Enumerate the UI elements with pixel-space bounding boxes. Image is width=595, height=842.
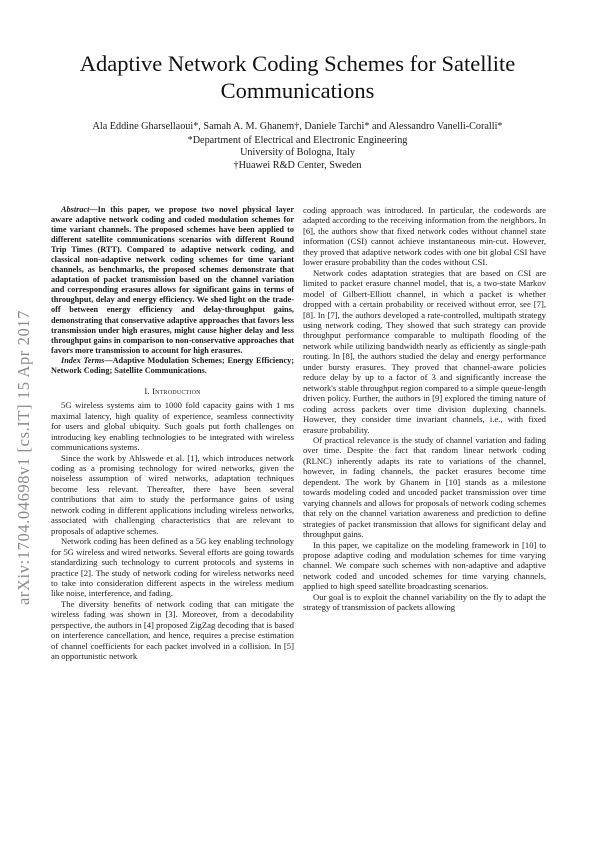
paragraph: Our goal is to exploit the channel variability on the fly to adapt the strategy of transmission of packets allowing <box>303 591 546 613</box>
paragraph: Of practical relevance is the study of channel variation and fading over time. Despite the fact that random linear network coding (RLNC) inherently adapts its rate to variations of the channel, however, in fading channels, the packet erasures become time dependent. The work by Ghanem in [10] stands as a milestone towards modeling coded and uncoded packet transmission over time varying channels and allows for proposals of network coding schemes that rely on the channel variation awareness and prediction to define strategies of packet transmission that allows for significant delay and throughput gains. <box>303 434 546 540</box>
arxiv-stamp <box>14 215 33 605</box>
author-block <box>60 121 535 172</box>
abstract-label: Abstract <box>61 205 90 214</box>
abstract <box>51 205 294 356</box>
title-line-1: Adaptive Network Coding Schemes for Satellite <box>79 51 516 76</box>
arxiv-stamp-text: arXiv:1704.04698v1 [cs.IT] 15 Apr 2017 <box>14 309 33 605</box>
paper-title <box>60 50 535 104</box>
paragraph: coding approach was introduced. In particular, the codewords are adapted according to the receiving information from the neighbors. In [6], the authors show that fixed network codes without channel state information (CSI) cannot achieve instantaneous min-cut. However, they proved that adaptive network codes with one bit global CSI have lower erasure probability than the codes without CSI. <box>303 205 546 268</box>
index-terms-text: —Adaptive Modulation Schemes; Energy Efficiency; Network Coding; Satellite Communications. <box>51 355 294 375</box>
section-heading <box>51 386 294 396</box>
index-terms <box>51 356 294 376</box>
affiliation-2: University of Bologna, Italy <box>240 147 355 158</box>
title-line-2: Communications <box>220 78 375 103</box>
paragraph: Network coding has been defined as a 5G key enabling technology for 5G wireless and wired networks. Several efforts are going towards standardizing such technology to current protocols and systems in practice [2]. The study of network coding for wireless networks need to take into consideration different aspects in the wireless medium like noise, interference, and fading. <box>51 536 294 599</box>
abstract-text: —In this paper, we propose two novel physical layer aware adaptive network coding and coded modulation schemes for time variant channels. The proposed schemes have been applied to different satellite communications scenarios with different Round Trip Times (RTT). Compared to adaptive network coding, and classical non-adaptive network coding schemes for time variant channels, as benchmarks, the proposed schemes demonstrate that adaptation of packet transmission based on the channel variation and corresponding erasures allows for significant gains in terms of throughput, delay and energy efficiency. We shed light on the trade-off between energy efficiency and delay-throughput gains, demonstrating that conservative adaptive approaches that favors less transmission under high erasures, might cause higher delay and less throughput gains in comparison to non-conservative approaches that favors more transmission to account for high erasures. <box>51 205 294 355</box>
author-names: Ala Eddine Gharsellaoui*, Samah A. M. Ghanem†, Daniele Tarchi* and Alessandro Vanelli-Coralli* <box>92 121 503 132</box>
paragraph: Network codes adaptation strategies that are based on CSI are limited to packet erasure channel model, that is, a two-state Markov model of Gilbert-Elliott channel, in which a packet is whether dropped with a certain probability or received without error, see [7], [8]. In [7], the authors developed a rate-controlled, multipath strategy using network coding. They showed that such strategy can provide throughput performance comparable to multipath flooding of the network while utilizing bandwidth nearly as efficiently as single-path routing. In [8], the authors studied the delay and energy performance under bursty erasures. They proved that channel-aware policies reduce delay by up to a factor of 3 and significantly increase the network's stable throughput region compared to a simple queue-length driven policy. Further, the authors in [9] explored the timing nature of coding across packets over time division duplexing channels. However, they consider time invariant channels, i.e., with fixed erasure probability. <box>303 267 546 435</box>
section-title: Introduction <box>152 385 201 396</box>
paragraph: In this paper, we capitalize on the modeling framework in [10] to propose adaptive coding and modulation schemes for time varying channel. We compare such schemes with non-adaptive and adaptive network coded and uncoded schemes for time varying channels, applied to high speed satellite broadcasting scenarios. <box>303 539 546 592</box>
paragraph: 5G wireless systems aim to 1000 fold capacity gains with 1 ms maximal latency, high quality of experience, seamless connectivity for users and global ubiquity. Such goals put forth challenges on introducing key enabling technologies to be integrated with wireless communications systems. <box>51 400 294 453</box>
affiliation-1: *Department of Electrical and Electronic Engineering <box>187 134 408 146</box>
affiliation-3: †Huawei R&D Center, Sweden <box>233 159 362 171</box>
index-terms-label: Index Terms <box>61 355 105 365</box>
left-column <box>51 205 294 662</box>
section-number: I. <box>144 385 150 396</box>
right-column <box>303 205 546 613</box>
paragraph: The diversity benefits of network coding that can mitigate the wireless fading was shown in [3]. Moreover, from a decodability perspective, the authors in [4] proposed ZigZag decoding that is based on interference cancellation, and hence, requires a precise estimation of channel coefficients for each packet involved in a collision. In [5] an opportunistic network <box>51 598 294 662</box>
paragraph: Since the work by Ahlswede et al. [1], which introduces network coding as a promising technology for wired networks, given the noiseless assumption of wired networks, adaptation techniques become less relevant. Thereafter, there have been several contributions that aim to study the performance gains of using network coding in different applications including wireless networks, associated with challenging characteristics that are relevant to proposals of adaptive schemes. <box>51 452 294 536</box>
